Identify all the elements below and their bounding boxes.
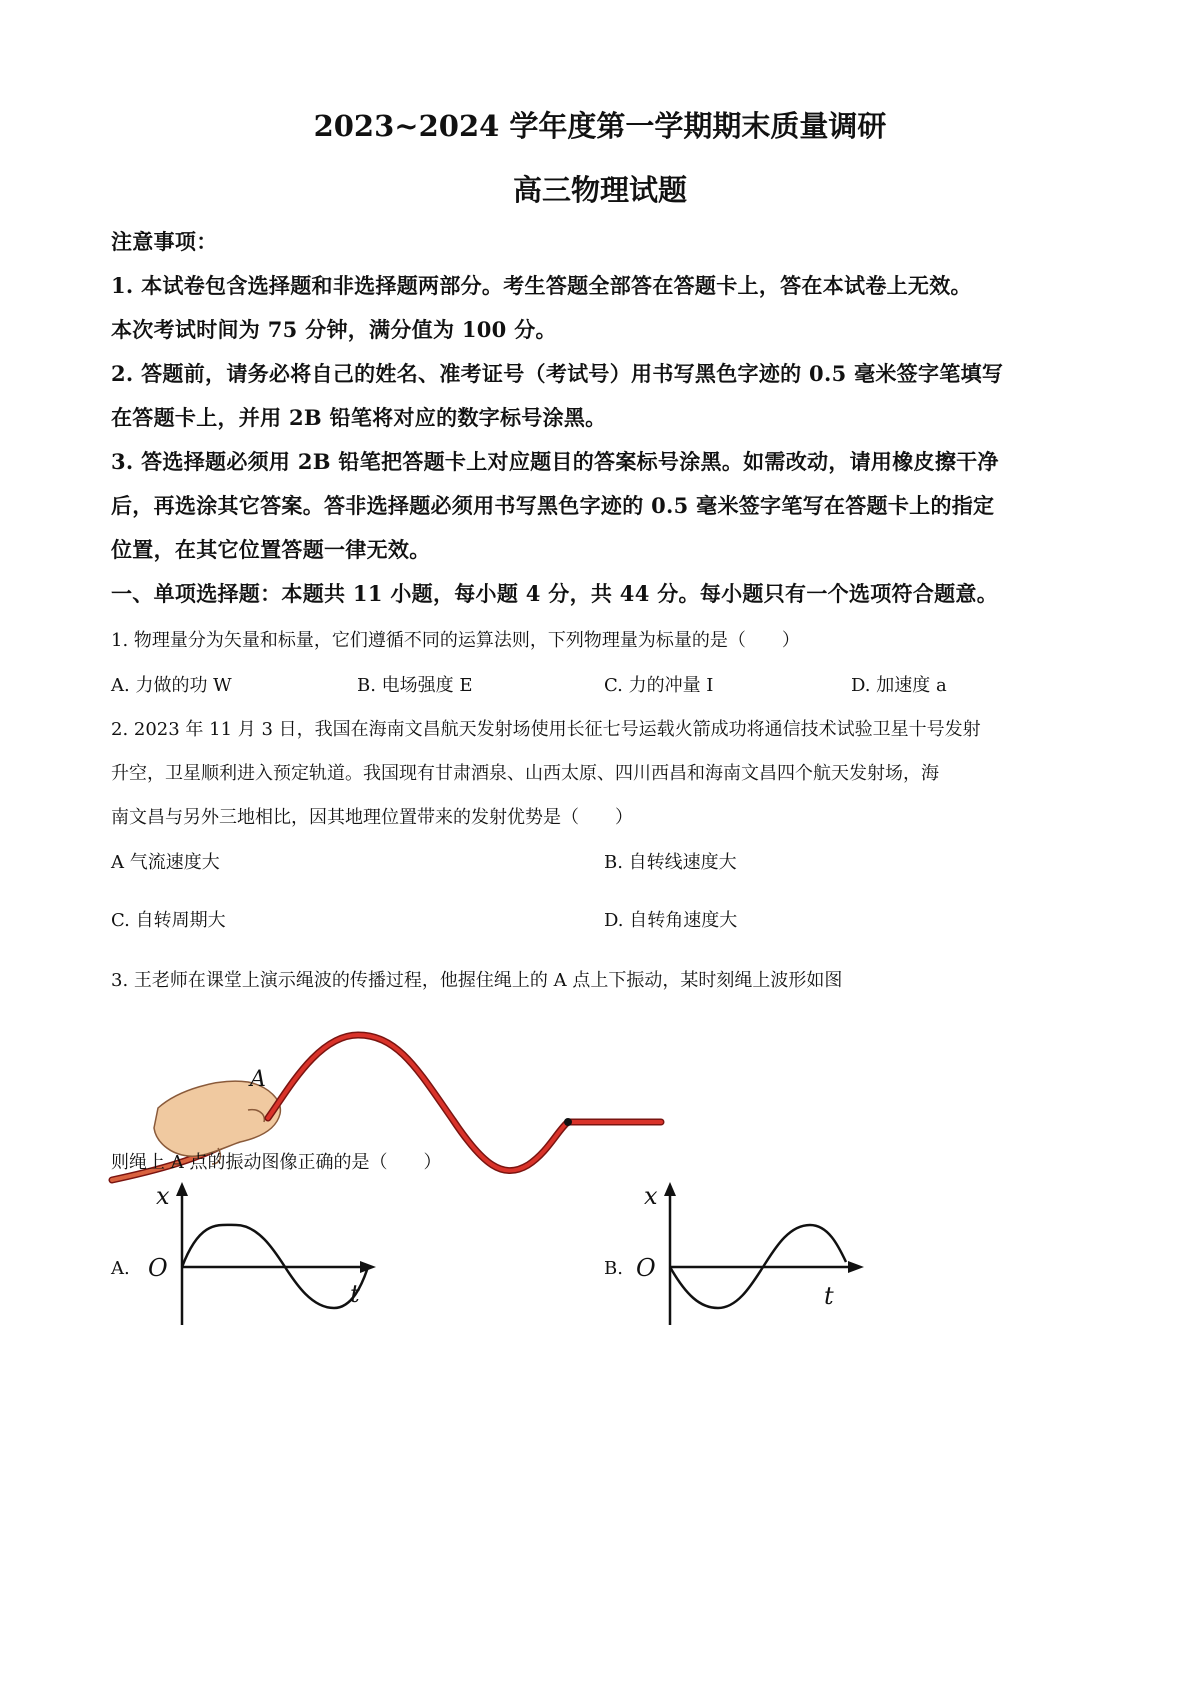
notice-line: 2. 答题前，请务必将自己的姓名、准考证号（考试号）用书写黑色字迹的 0.5 毫米签字笔填写 — [111, 361, 1004, 386]
svg-text:t: t — [350, 1280, 360, 1308]
question-1-stem: 1. 物理量分为矢量和标量，它们遵循不同的运算法则，下列物理量为标量的是（ ） — [111, 630, 800, 651]
graph-a — [140, 1180, 380, 1330]
question-3-prompt: 则绳上 A 点的振动图像正确的是（ ） — [111, 1152, 442, 1173]
q1-option-a: A. 力做的功 W — [111, 675, 232, 696]
notice-heading: 注意事项： — [111, 229, 218, 254]
svg-text:O: O — [636, 1254, 656, 1282]
question-2-stem-line: 升空，卫星顺利进入预定轨道。我国现有甘肃酒泉、山西太原、四川西昌和海南文昌四个航天发射场，海 — [111, 763, 939, 784]
q2-option-c: C. 自转周期大 — [111, 910, 226, 931]
svg-text:t: t — [824, 1282, 834, 1310]
section-heading: 一、单项选择题：本题共 11 小题，每小题 4 分，共 44 分。每小题只有一个选项符合题意。 — [111, 581, 999, 606]
notice-line: 本次考试时间为 75 分钟，满分值为 100 分。 — [111, 317, 557, 342]
exam-subtitle: 高三物理试题 — [512, 173, 687, 207]
rope-wave-figure — [108, 1030, 668, 1200]
question-2-stem-line: 2. 2023 年 11 月 3 日，我国在海南文昌航天发射场使用长征七号运载火箭成功将通信技术试验卫星十号发射 — [111, 719, 981, 740]
svg-text:x: x — [644, 1182, 658, 1210]
graph-b — [628, 1180, 868, 1330]
exam-title: 2023~2024 学年度第一学期期末质量调研 — [313, 109, 887, 143]
point-a-label: A — [250, 1067, 266, 1092]
svg-text:x: x — [156, 1182, 170, 1210]
q2-option-b: B. 自转线速度大 — [604, 852, 737, 873]
q1-option-b: B. 电场强度 E — [357, 675, 473, 696]
notice-line: 3. 答选择题必须用 2B 铅笔把答题卡上对应题目的答案标号涂黑。如需改动，请用橡皮擦干净 — [111, 449, 999, 474]
q2-option-d: D. 自转角速度大 — [604, 910, 738, 931]
notice-line: 在答题卡上，并用 2B 铅笔将对应的数字标号涂黑。 — [111, 405, 607, 430]
question-2-stem-line: 南文昌与另外三地相比，因其地理位置带来的发射优势是（ ） — [111, 807, 633, 828]
question-3-stem: 3. 王老师在课堂上演示绳波的传播过程，他握住绳上的 A 点上下振动，某时刻绳上波形如图 — [111, 970, 843, 991]
q1-option-d: D. 加速度 a — [851, 675, 947, 696]
notice-line: 位置，在其它位置答题一律无效。 — [111, 537, 431, 562]
q1-option-c: C. 力的冲量 I — [604, 675, 714, 696]
svg-text:O: O — [148, 1254, 168, 1282]
hand-icon — [154, 1081, 280, 1156]
notice-line: 1. 本试卷包含选择题和非选择题两部分。考生答题全部答在答题卡上，答在本试卷上无效。 — [111, 273, 972, 298]
q2-option-a: A 气流速度大 — [111, 852, 220, 873]
graph-b-option-label: B. — [604, 1258, 623, 1279]
graph-a-option-label: A. — [111, 1258, 130, 1279]
notice-line: 后，再选涂其它答案。答非选择题必须用书写黑色字迹的 0.5 毫米签字笔写在答题卡上的指定 — [111, 493, 995, 518]
